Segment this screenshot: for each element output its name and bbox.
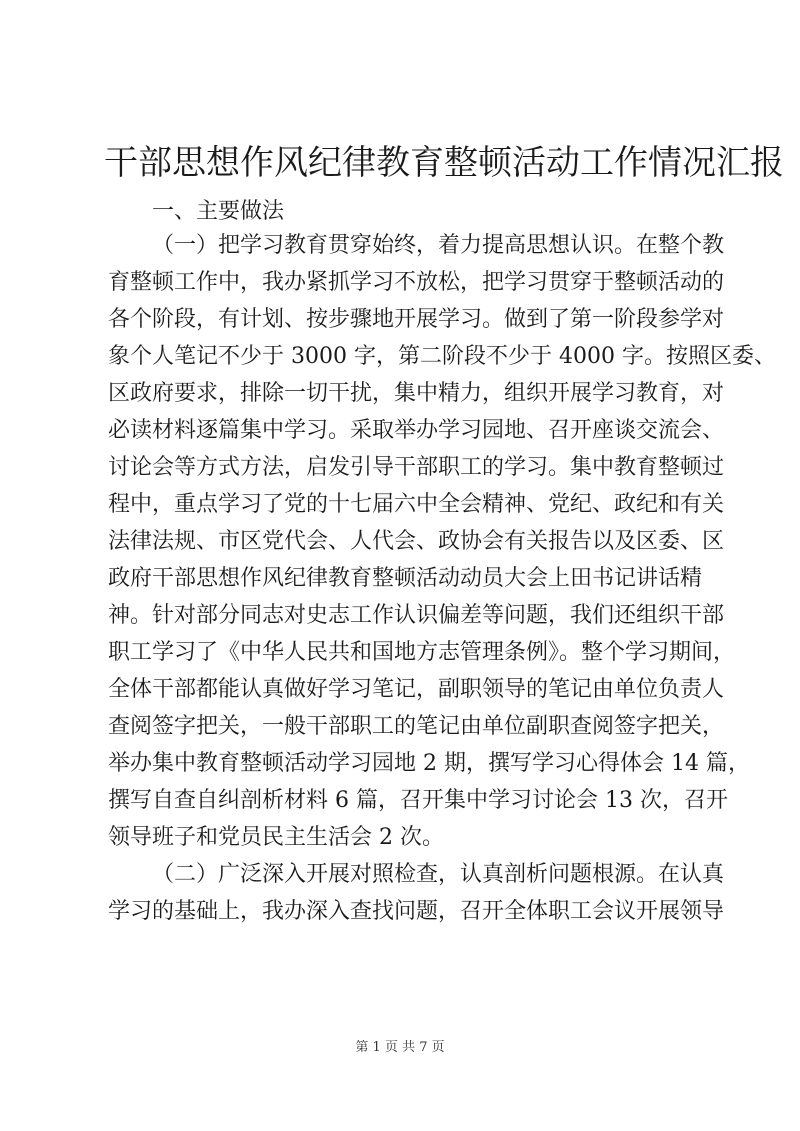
body-text-line: 职工学习了《中华人民共和国地方志管理条例》。整个学习期间， [108, 640, 736, 665]
body-text-line: 必读材料逐篇集中学习。采取举办学习园地、召开座谈交流会、 [108, 418, 725, 443]
body-text-line: 举办集中教育整顿活动学习园地 2 期，撰写学习心得体会 14 篇， [108, 751, 750, 776]
body-text-line: 查阅签字把关，一般干部职工的笔记由单位副职查阅签字把关， [108, 714, 725, 739]
body-text-line: 政府干部思想作风纪律教育整顿活动动员大会上田书记讲话精 [108, 566, 703, 591]
body-text-line: 领导班子和党员民主生活会 2 次。 [108, 825, 444, 850]
body-text-line: 学习的基础上，我办深入查找问题，召开全体职工会议开展领导 [108, 899, 725, 924]
body-text-line: 全体干部都能认真做好学习笔记，副职领导的笔记由单位负责人 [108, 677, 725, 702]
body-text-line: 区政府要求，排除一切干扰，集中精力，组织开展学习教育，对 [108, 381, 725, 406]
body-text-line: 法律法规、市区党代会、人代会、政协会有关报告以及区委、区 [108, 529, 725, 554]
body-text-line: 神。针对部分同志对史志工作认识偏差等问题，我们还组织干部 [108, 603, 725, 628]
body-text-line: 程中，重点学习了党的十七届六中全会精神、党纪、政纪和有关 [108, 492, 725, 517]
body-text-line: （一）把学习教育贯穿始终，着力提高思想认识。在整个教 [152, 233, 725, 258]
section-heading: 一、主要做法 [152, 199, 285, 224]
body-text-line: （二）广泛深入开展对照检查，认真剖析问题根源。在认真 [152, 862, 725, 887]
body-text-line: 各个阶段，有计划、按步骤地开展学习。做到了第一阶段参学对 [108, 307, 725, 332]
body-text-line: 讨论会等方式方法，启发引导干部职工的学习。集中教育整顿过 [108, 455, 725, 480]
body-text-line: 象个人笔记不少于 3000 字，第二阶段不少于 4000 字。按照区委、 [108, 344, 776, 369]
page-number-footer: 第 1 页 共 7 页 [355, 1040, 445, 1055]
body-text-line: 育整顿工作中，我办紧抓学习不放松，把学习贯穿于整顿活动的 [108, 270, 725, 295]
body-text-line: 撰写自查自纠剖析材料 6 篇，召开集中学习讨论会 13 次，召开 [108, 788, 728, 813]
document-title: 干部思想作风纪律教育整顿活动工作情况汇报 [104, 143, 784, 183]
